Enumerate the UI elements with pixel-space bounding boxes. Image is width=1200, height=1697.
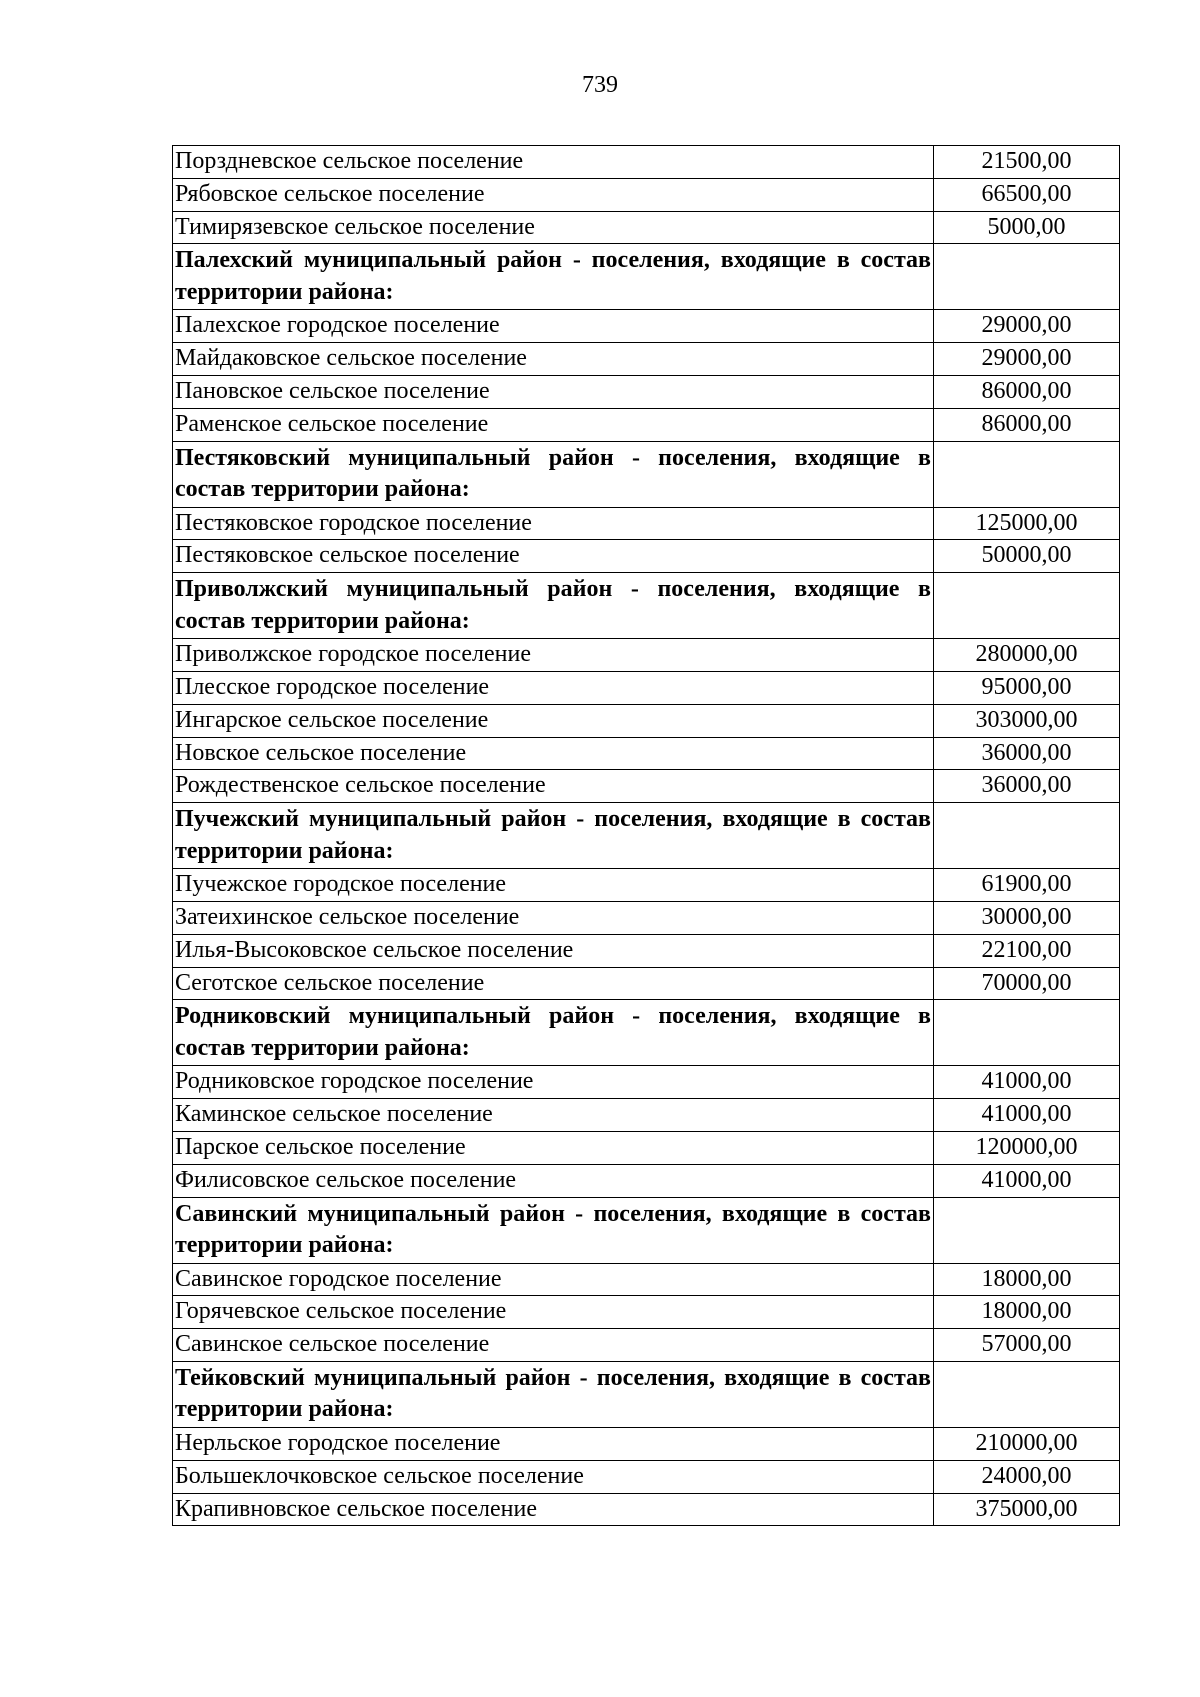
settlement-name-cell: Новское сельское поселение bbox=[173, 737, 934, 770]
settlement-name-cell: Палехское городское поселение bbox=[173, 310, 934, 343]
table-row bbox=[173, 540, 1120, 573]
settlement-name-cell: Приволжское городское поселение bbox=[173, 639, 934, 672]
amount-cell bbox=[934, 573, 1120, 639]
allocation-table bbox=[172, 145, 1120, 1526]
amount-cell: 41000,00 bbox=[934, 1164, 1120, 1197]
table-row bbox=[173, 1099, 1120, 1132]
settlement-name-cell: Савинское сельское поселение bbox=[173, 1329, 934, 1362]
amount-cell: 210000,00 bbox=[934, 1427, 1120, 1460]
table-row bbox=[173, 704, 1120, 737]
amount-cell: 50000,00 bbox=[934, 540, 1120, 573]
table-row bbox=[173, 967, 1120, 1000]
table-row bbox=[173, 1263, 1120, 1296]
settlement-name-cell: Затеихинское сельское поселение bbox=[173, 901, 934, 934]
amount-cell: 61900,00 bbox=[934, 869, 1120, 902]
amount-cell bbox=[934, 1197, 1120, 1263]
amount-cell: 280000,00 bbox=[934, 639, 1120, 672]
amount-cell: 375000,00 bbox=[934, 1493, 1120, 1526]
amount-cell: 5000,00 bbox=[934, 211, 1120, 244]
district-name-cell: Тейковский муниципальный район - поселения, входящие в состав территории района: bbox=[173, 1361, 934, 1427]
amount-cell: 22100,00 bbox=[934, 934, 1120, 967]
amount-cell: 86000,00 bbox=[934, 408, 1120, 441]
amount-cell: 21500,00 bbox=[934, 146, 1120, 179]
amount-cell: 57000,00 bbox=[934, 1329, 1120, 1362]
table-row bbox=[173, 1164, 1120, 1197]
settlement-name-cell: Порздневское сельское поселение bbox=[173, 146, 934, 179]
amount-cell: 24000,00 bbox=[934, 1460, 1120, 1493]
table-row bbox=[173, 211, 1120, 244]
table-row bbox=[173, 901, 1120, 934]
settlement-name-cell: Большеклочковское сельское поселение bbox=[173, 1460, 934, 1493]
district-header-row bbox=[173, 244, 1120, 310]
amount-cell: 18000,00 bbox=[934, 1296, 1120, 1329]
table-row bbox=[173, 1460, 1120, 1493]
settlement-name-cell: Родниковское городское поселение bbox=[173, 1066, 934, 1099]
amount-cell: 36000,00 bbox=[934, 737, 1120, 770]
amount-cell: 95000,00 bbox=[934, 671, 1120, 704]
settlement-name-cell: Савинское городское поселение bbox=[173, 1263, 934, 1296]
amount-cell: 125000,00 bbox=[934, 507, 1120, 540]
table-row bbox=[173, 1296, 1120, 1329]
amount-cell bbox=[934, 1361, 1120, 1427]
district-name-cell: Родниковский муниципальный район - поселения, входящие в состав территории района: bbox=[173, 1000, 934, 1066]
settlement-name-cell: Рябовское сельское поселение bbox=[173, 178, 934, 211]
settlement-name-cell: Пестяковское сельское поселение bbox=[173, 540, 934, 573]
district-header-row bbox=[173, 803, 1120, 869]
settlement-name-cell: Сеготское сельское поселение bbox=[173, 967, 934, 1000]
settlement-name-cell: Раменское сельское поселение bbox=[173, 408, 934, 441]
table-row bbox=[173, 146, 1120, 179]
table-row bbox=[173, 671, 1120, 704]
table-row bbox=[173, 310, 1120, 343]
district-name-cell: Савинский муниципальный район - поселения, входящие в состав территории района: bbox=[173, 1197, 934, 1263]
district-header-row bbox=[173, 1361, 1120, 1427]
district-name-cell: Пучежский муниципальный район - поселения, входящие в состав территории района: bbox=[173, 803, 934, 869]
settlement-name-cell: Филисовское сельское поселение bbox=[173, 1164, 934, 1197]
page-number: 739 bbox=[582, 72, 618, 98]
settlement-name-cell: Каминское сельское поселение bbox=[173, 1099, 934, 1132]
amount-cell bbox=[934, 244, 1120, 310]
table-row bbox=[173, 770, 1120, 803]
table-row bbox=[173, 1066, 1120, 1099]
amount-cell: 29000,00 bbox=[934, 343, 1120, 376]
settlement-name-cell: Пестяковское городское поселение bbox=[173, 507, 934, 540]
settlement-name-cell: Плесское городское поселение bbox=[173, 671, 934, 704]
table-row bbox=[173, 1427, 1120, 1460]
amount-cell: 18000,00 bbox=[934, 1263, 1120, 1296]
district-header-row bbox=[173, 1000, 1120, 1066]
settlement-name-cell: Рождественское сельское поселение bbox=[173, 770, 934, 803]
amount-cell: 41000,00 bbox=[934, 1066, 1120, 1099]
table-row bbox=[173, 408, 1120, 441]
amount-cell bbox=[934, 1000, 1120, 1066]
settlement-name-cell: Илья-Высоковское сельское поселение bbox=[173, 934, 934, 967]
amount-cell: 86000,00 bbox=[934, 375, 1120, 408]
table-row bbox=[173, 343, 1120, 376]
district-name-cell: Палехский муниципальный район - поселения, входящие в состав территории района: bbox=[173, 244, 934, 310]
settlement-name-cell: Майдаковское сельское поселение bbox=[173, 343, 934, 376]
settlement-name-cell: Горячевское сельское поселение bbox=[173, 1296, 934, 1329]
settlement-name-cell: Крапивновское сельское поселение bbox=[173, 1493, 934, 1526]
settlement-name-cell: Пановское сельское поселение bbox=[173, 375, 934, 408]
settlement-name-cell: Нерльское городское поселение bbox=[173, 1427, 934, 1460]
table-row bbox=[173, 178, 1120, 211]
settlement-name-cell: Пучежское городское поселение bbox=[173, 869, 934, 902]
amount-cell: 36000,00 bbox=[934, 770, 1120, 803]
amount-cell: 70000,00 bbox=[934, 967, 1120, 1000]
settlement-name-cell: Парское сельское поселение bbox=[173, 1131, 934, 1164]
district-header-row bbox=[173, 1197, 1120, 1263]
table-row bbox=[173, 507, 1120, 540]
amount-cell: 30000,00 bbox=[934, 901, 1120, 934]
amount-cell: 303000,00 bbox=[934, 704, 1120, 737]
table-row bbox=[173, 375, 1120, 408]
table-row bbox=[173, 639, 1120, 672]
district-header-row bbox=[173, 573, 1120, 639]
table-row bbox=[173, 737, 1120, 770]
table-row bbox=[173, 1329, 1120, 1362]
settlement-name-cell: Ингарское сельское поселение bbox=[173, 704, 934, 737]
settlement-name-cell: Тимирязевское сельское поселение bbox=[173, 211, 934, 244]
table-row bbox=[173, 1493, 1120, 1526]
table-row bbox=[173, 869, 1120, 902]
amount-cell: 41000,00 bbox=[934, 1099, 1120, 1132]
table-row bbox=[173, 934, 1120, 967]
district-name-cell: Приволжский муниципальный район - поселения, входящие в состав территории района: bbox=[173, 573, 934, 639]
amount-cell: 66500,00 bbox=[934, 178, 1120, 211]
amount-cell: 29000,00 bbox=[934, 310, 1120, 343]
amount-cell bbox=[934, 441, 1120, 507]
table-body bbox=[173, 146, 1120, 1526]
district-header-row bbox=[173, 441, 1120, 507]
amount-cell: 120000,00 bbox=[934, 1131, 1120, 1164]
table-row bbox=[173, 1131, 1120, 1164]
amount-cell bbox=[934, 803, 1120, 869]
district-name-cell: Пестяковский муниципальный район - поселения, входящие в состав территории района: bbox=[173, 441, 934, 507]
